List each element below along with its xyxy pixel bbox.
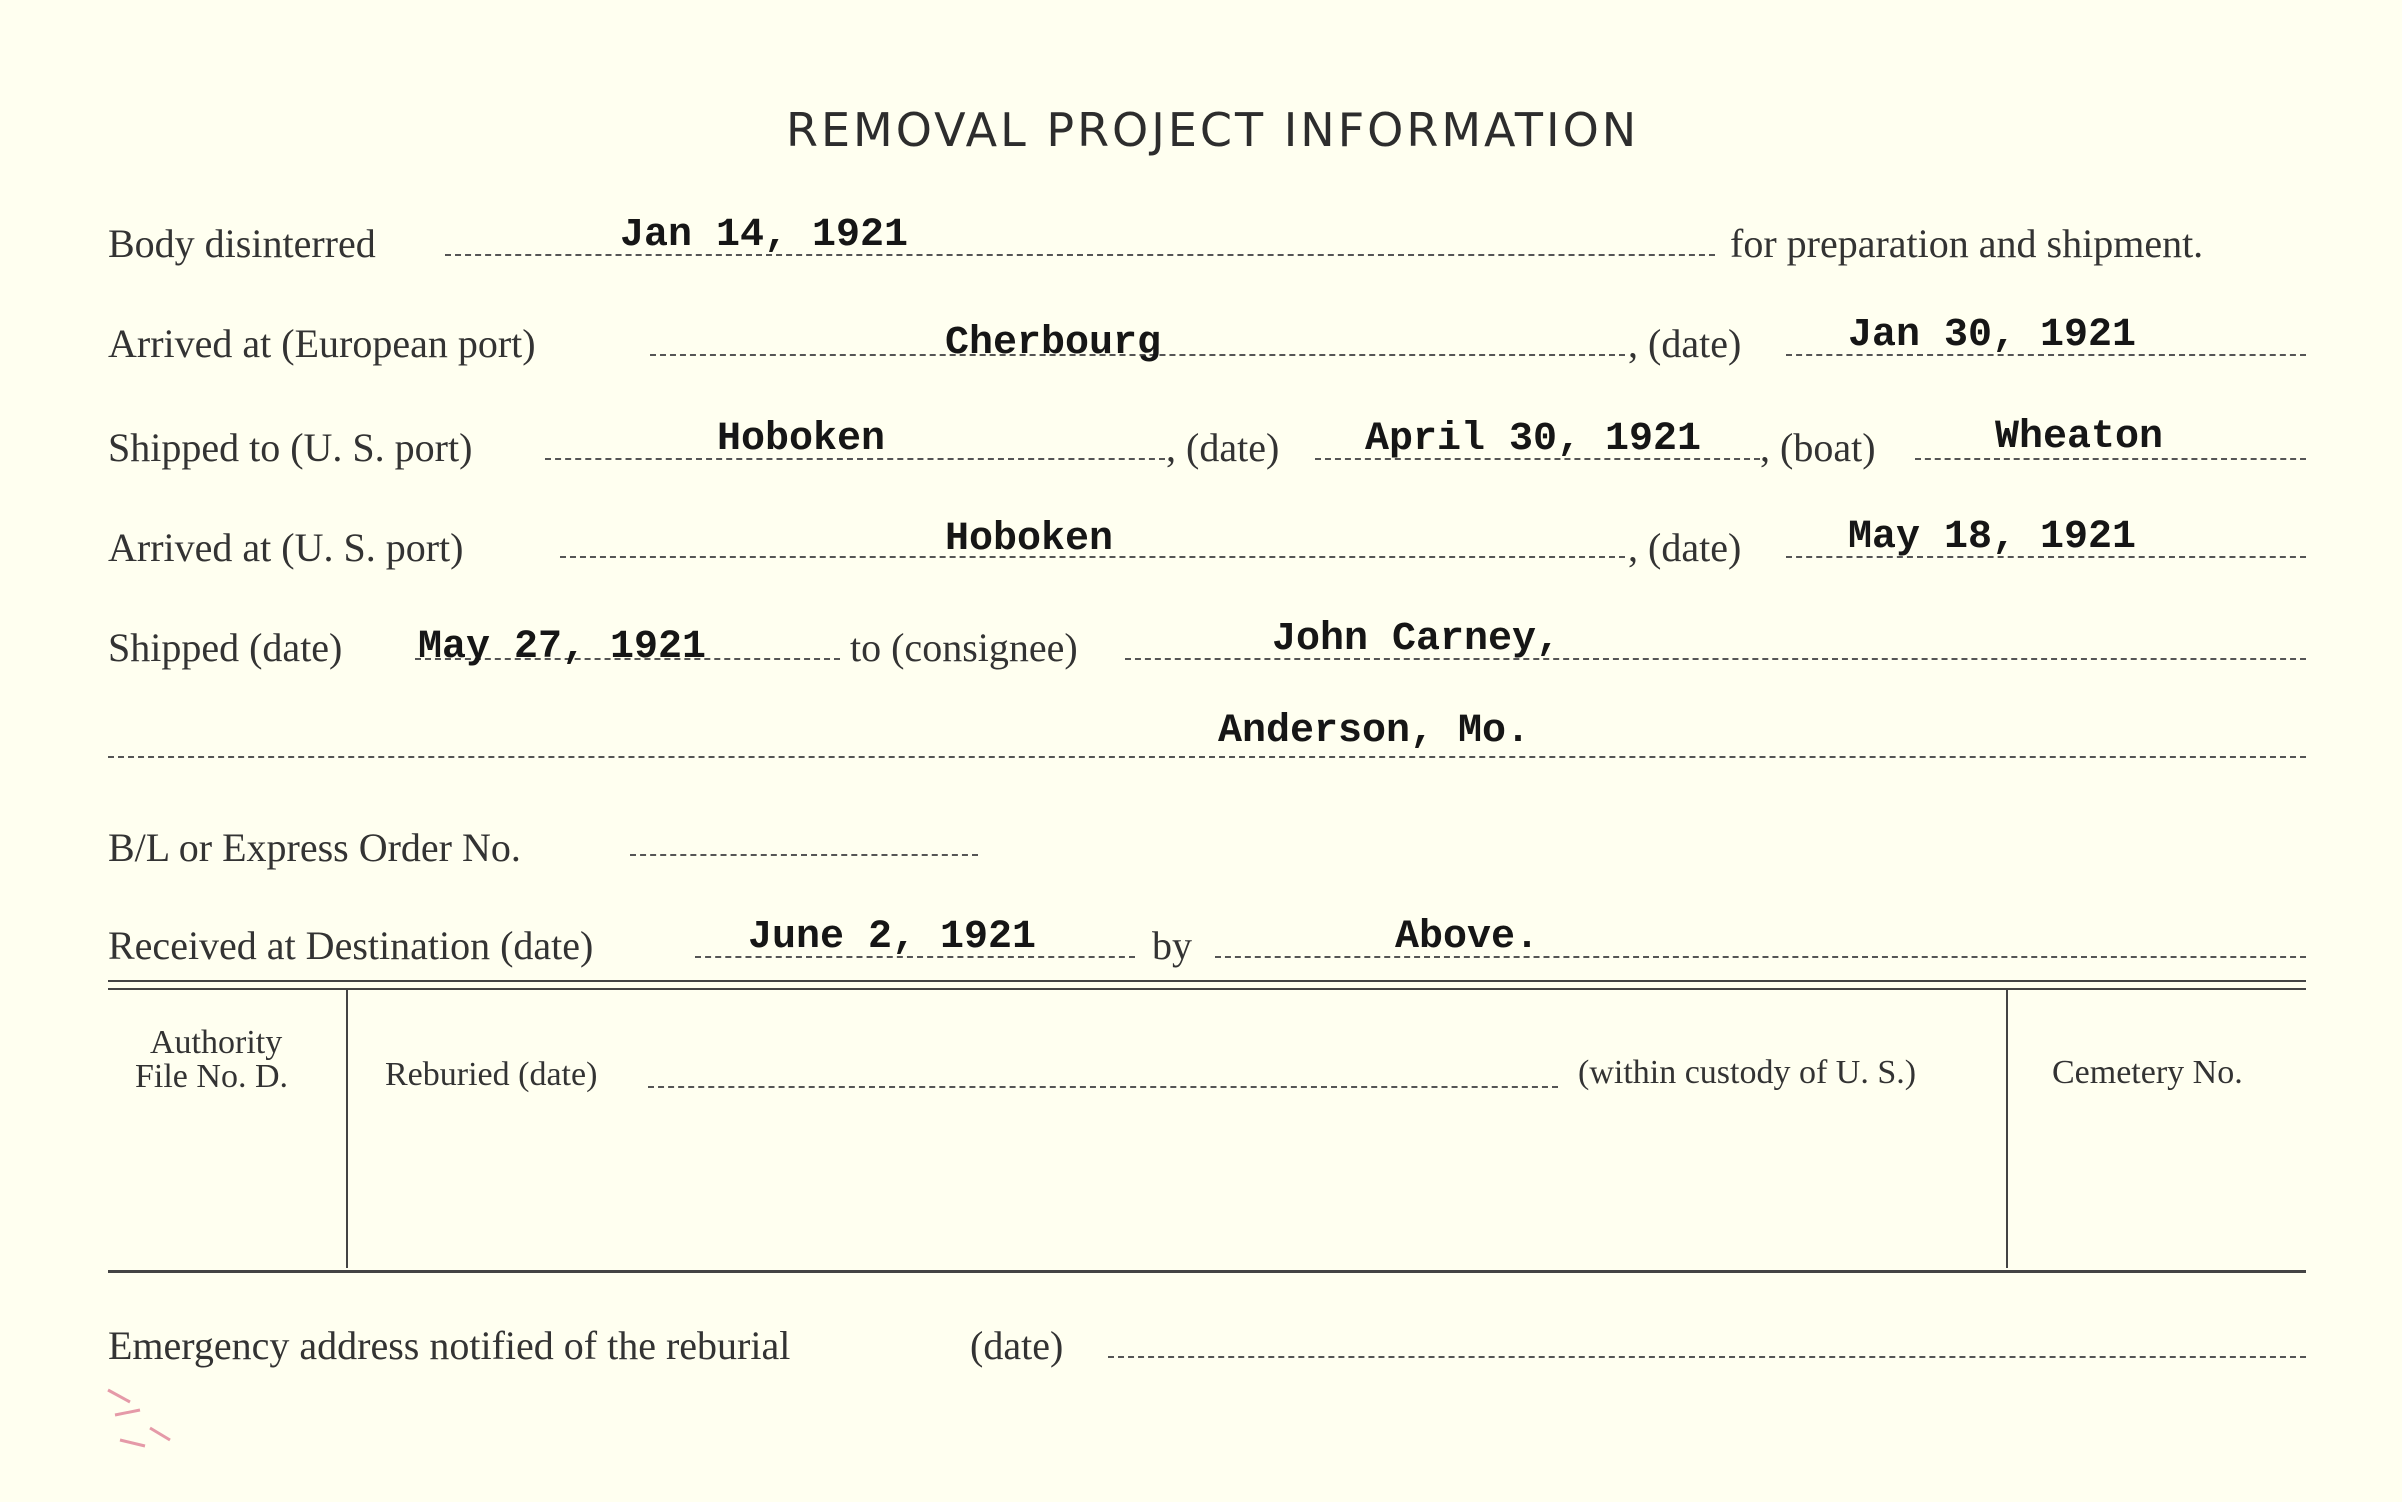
consignee-address: Anderson, Mo.: [1218, 709, 1531, 754]
consignee-label: to (consignee): [850, 625, 1078, 670]
pink-smudge: [100, 1380, 200, 1460]
arrived-european-label: Arrived at (European port): [108, 321, 536, 366]
emergency-line: [1108, 1356, 2306, 1358]
cemetery-label: Cemetery No.: [2052, 1054, 2243, 1091]
received-date: June 2, 1921: [748, 915, 1037, 960]
arrived-european-port: Cherbourg: [945, 321, 1162, 366]
bl-line: [630, 854, 978, 856]
shipped-date-value: May 27, 1921: [418, 625, 707, 670]
received-by-label: by: [1152, 923, 1192, 968]
shipped-us-boat-label: , (boat): [1760, 425, 1876, 470]
arrived-us-date-label: , (date): [1628, 525, 1742, 570]
table-bottom-rule: [108, 1270, 2306, 1273]
arrived-us-label: Arrived at (U. S. port): [108, 525, 464, 570]
received-by-line: [1215, 956, 2306, 958]
table-top-rule-2: [108, 988, 2306, 990]
shipped-us-date-label: , (date): [1166, 425, 1280, 470]
arrived-us-date: May 18, 1921: [1848, 515, 2137, 560]
consignee-value: John Carney,: [1272, 617, 1561, 662]
shipped-us-label: Shipped to (U. S. port): [108, 425, 473, 470]
reburied-line: [648, 1086, 1558, 1088]
reburied-label: Reburied (date): [385, 1056, 598, 1093]
received-label: Received at Destination (date): [108, 923, 594, 968]
shipped-date-label: Shipped (date): [108, 625, 343, 670]
consignee-address-line: [108, 756, 2306, 758]
emergency-date-label: (date): [970, 1323, 1064, 1368]
arrived-european-date: Jan 30, 1921: [1848, 313, 2137, 358]
bl-label: B/L or Express Order No.: [108, 825, 521, 870]
body-disinterred-label: Body disinterred: [108, 221, 376, 266]
emergency-label: Emergency address notified of the reburial: [108, 1323, 791, 1368]
body-disinterred-suffix: for preparation and shipment.: [1730, 221, 2204, 266]
table-top-rule: [108, 980, 2306, 982]
received-by: Above.: [1395, 915, 1540, 960]
arrived-european-date-label: , (date): [1628, 321, 1742, 366]
table-divider-right: [2006, 990, 2008, 1268]
file-no-label: File No. D.: [135, 1058, 288, 1095]
custody-label: (within custody of U. S.): [1578, 1054, 1917, 1091]
shipped-us-date: April 30, 1921: [1365, 417, 1702, 462]
shipped-us-boat: Wheaton: [1995, 415, 2164, 460]
arrived-us-port: Hoboken: [945, 517, 1114, 562]
authority-label: Authority: [150, 1024, 283, 1061]
body-disinterred-value: Jan 14, 1921: [620, 213, 909, 258]
shipped-us-port: Hoboken: [717, 417, 886, 462]
table-divider-left: [346, 990, 348, 1268]
form-title: REMOVAL PROJECT INFORMATION: [786, 103, 1640, 157]
